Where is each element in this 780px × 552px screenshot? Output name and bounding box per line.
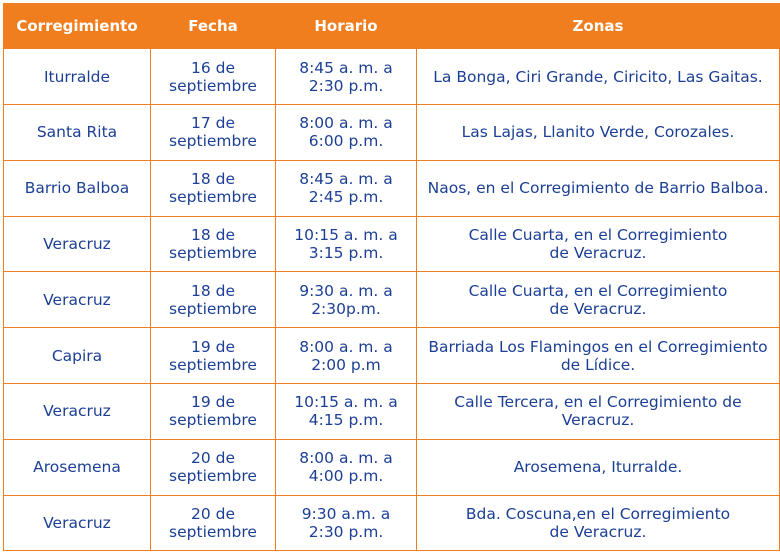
cell-corregimiento: Barrio Balboa — [4, 160, 151, 216]
cell-zonas: Calle Tercera, en el Corregimiento de Veracruz. — [417, 383, 780, 439]
header-corregimiento: Corregimiento — [4, 4, 151, 49]
cell-horario: 8:00 a. m. a 2:00 p.m — [276, 328, 417, 384]
cell-corregimiento: Veracruz — [4, 383, 151, 439]
cell-fecha: 18 de septiembre — [151, 216, 276, 272]
cell-corregimiento: Arosemena — [4, 439, 151, 495]
cell-fecha: 20 de septiembre — [151, 439, 276, 495]
table-body — [4, 49, 780, 551]
cell-horario: 8:00 a. m. a 4:00 p.m. — [276, 439, 417, 495]
cell-zonas: Las Lajas, Llanito Verde, Corozales. — [417, 105, 780, 161]
cell-fecha: 16 de septiembre — [151, 49, 276, 105]
cell-fecha: 18 de septiembre — [151, 272, 276, 328]
header-fecha: Fecha — [151, 4, 276, 49]
cell-corregimiento: Veracruz — [4, 495, 151, 551]
cell-fecha: 19 de septiembre — [151, 383, 276, 439]
cell-corregimiento: Santa Rita — [4, 105, 151, 161]
cell-zonas: Barriada Los Flamingos en el Corregimiento de Lídice. — [417, 328, 780, 384]
table-row — [4, 49, 780, 105]
cell-horario: 9:30 a. m. a 2:30p.m. — [276, 272, 417, 328]
cell-fecha: 19 de septiembre — [151, 328, 276, 384]
cell-corregimiento: Veracruz — [4, 216, 151, 272]
table-row — [4, 439, 780, 495]
schedule-table — [3, 3, 780, 551]
cell-horario: 8:00 a. m. a 6:00 p.m. — [276, 105, 417, 161]
schedule-table-wrapper — [3, 3, 779, 549]
table-row — [4, 495, 780, 551]
cell-fecha: 20 de septiembre — [151, 495, 276, 551]
table-row — [4, 105, 780, 161]
cell-horario: 9:30 a.m. a 2:30 p.m. — [276, 495, 417, 551]
cell-zonas: Calle Cuarta, en el Corregimiento de Veracruz. — [417, 216, 780, 272]
cell-corregimiento: Iturralde — [4, 49, 151, 105]
cell-zonas: La Bonga, Ciri Grande, Ciricito, Las Gaitas. — [417, 49, 780, 105]
table-row — [4, 383, 780, 439]
cell-corregimiento: Veracruz — [4, 272, 151, 328]
table-row — [4, 272, 780, 328]
cell-corregimiento: Capira — [4, 328, 151, 384]
header-row — [4, 4, 780, 49]
header-horario: Horario — [276, 4, 417, 49]
cell-fecha: 18 de septiembre — [151, 160, 276, 216]
cell-horario: 8:45 a. m. a 2:30 p.m. — [276, 49, 417, 105]
cell-zonas: Arosemena, Iturralde. — [417, 439, 780, 495]
cell-zonas: Calle Cuarta, en el Corregimiento de Veracruz. — [417, 272, 780, 328]
table-row — [4, 328, 780, 384]
cell-horario: 8:45 a. m. a 2:45 p.m. — [276, 160, 417, 216]
cell-horario: 10:15 a. m. a 4:15 p.m. — [276, 383, 417, 439]
header-zonas: Zonas — [417, 4, 780, 49]
table-row — [4, 160, 780, 216]
cell-zonas: Bda. Coscuna,en el Corregimiento de Veracruz. — [417, 495, 780, 551]
cell-zonas: Naos, en el Corregimiento de Barrio Balboa. — [417, 160, 780, 216]
cell-fecha: 17 de septiembre — [151, 105, 276, 161]
cell-horario: 10:15 a. m. a 3:15 p.m. — [276, 216, 417, 272]
table-row — [4, 216, 780, 272]
